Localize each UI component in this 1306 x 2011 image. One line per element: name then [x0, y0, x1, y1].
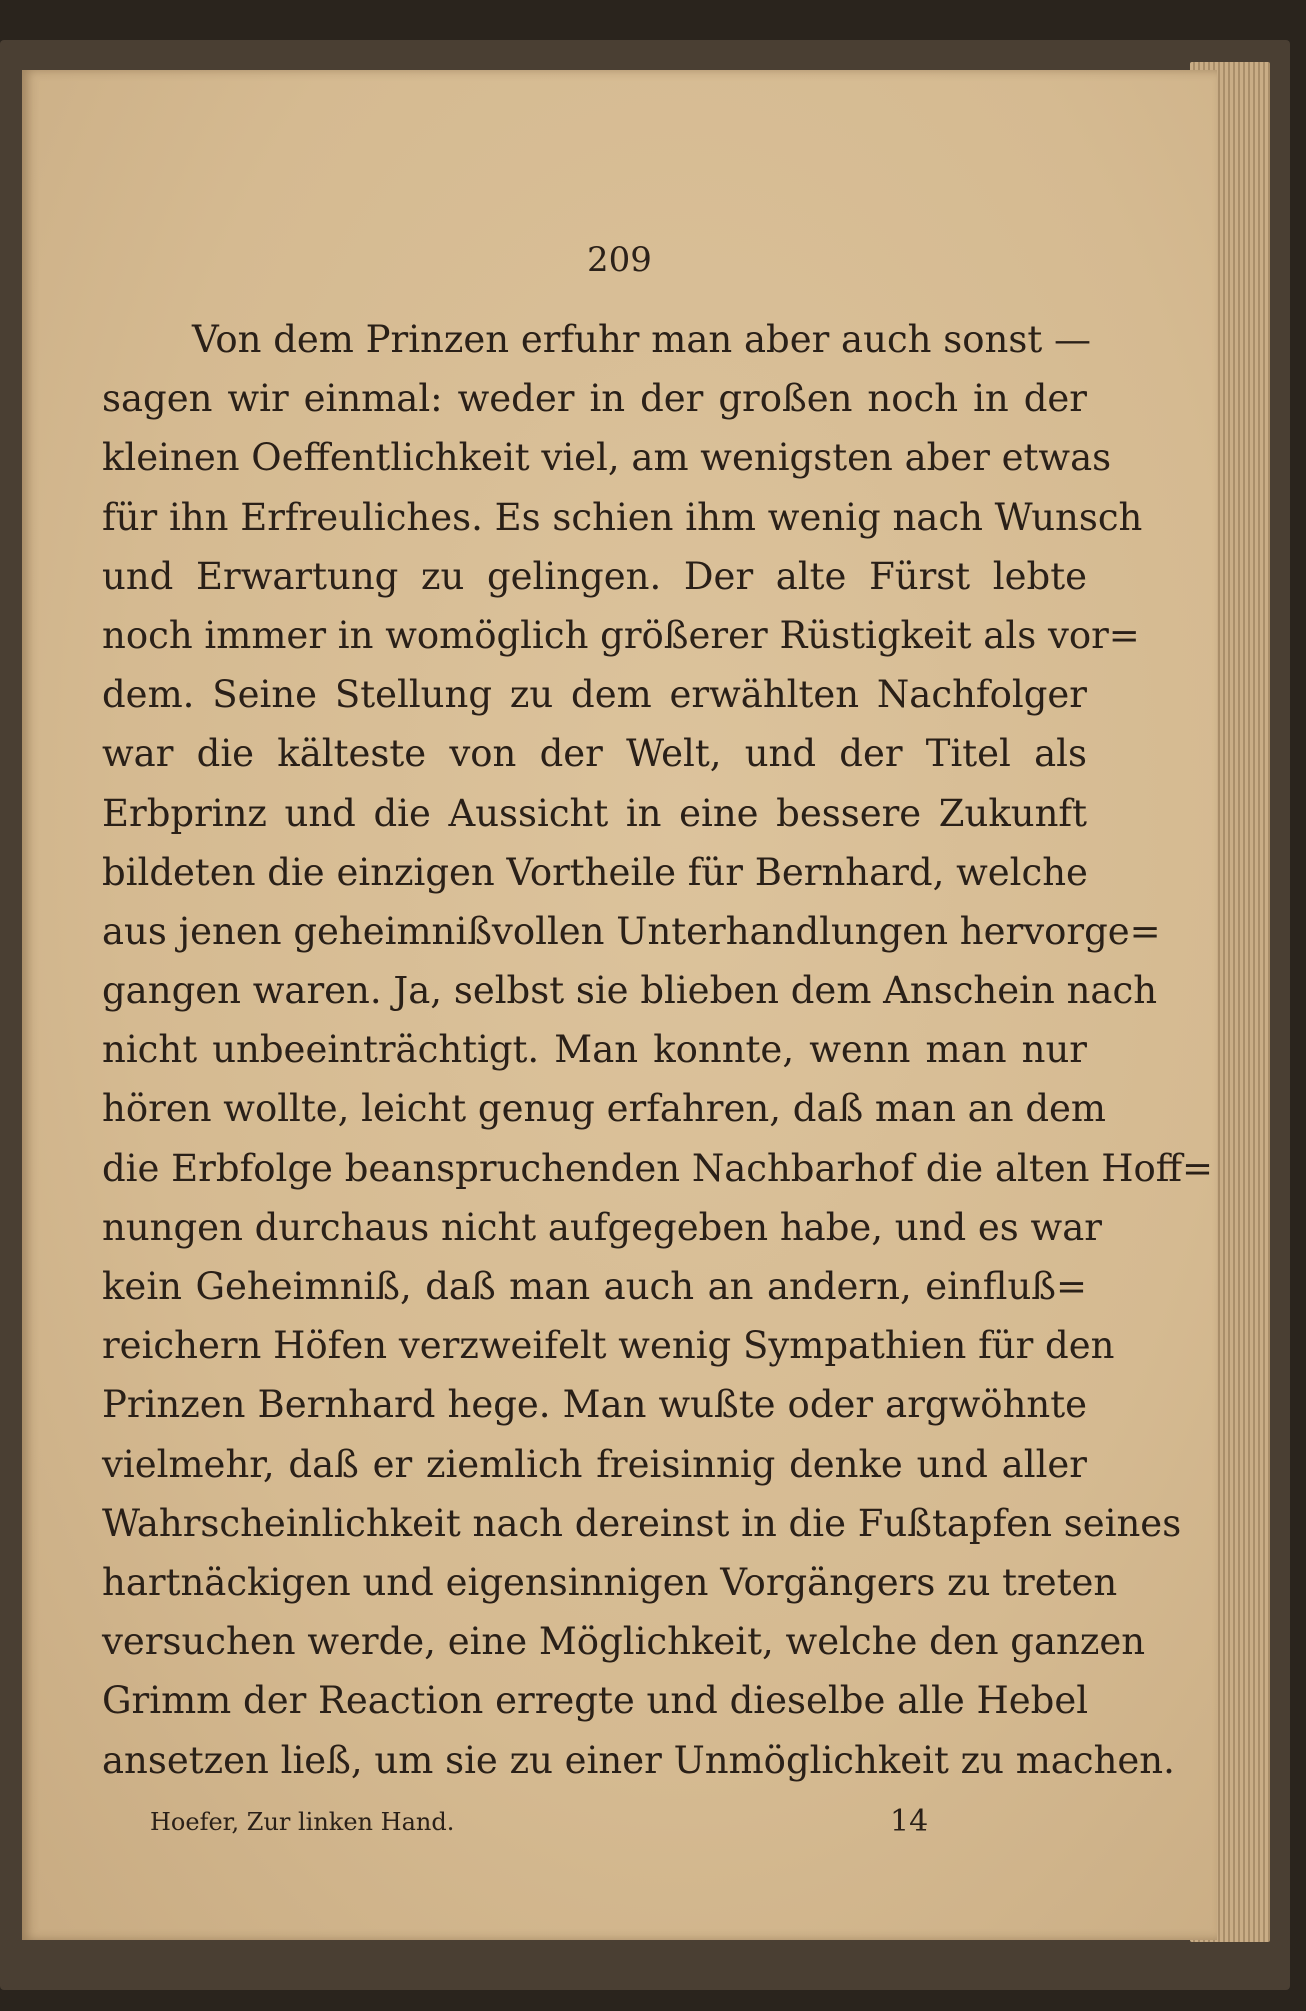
text-line: war die kälteste von der Welt, und der Titel als — [102, 732, 1087, 776]
book-page — [22, 70, 1217, 1940]
text-line: noch immer in womöglich größerer Rüstigkeit als vor= — [102, 613, 1140, 657]
text-line: ansetzen ließ, um sie zu einer Unmöglichkeit zu machen. — [102, 1738, 1175, 1782]
text-line: dem. Seine Stellung zu dem erwählten Nachfolger — [102, 673, 1087, 717]
footer-title: Hoefer, Zur linken Hand. — [150, 1808, 455, 1836]
text-line: aus jenen geheimnißvollen Unterhandlungen hervorge= — [102, 909, 1161, 953]
text-line: die Erbfolge beanspruchenden Nachbarhof die alten Hoff= — [102, 1146, 1214, 1190]
text-line: Wahrscheinlichkeit nach dereinst in die Fußtapfen seines — [102, 1501, 1182, 1545]
text-line: versuchen werde, eine Möglichkeit, welche den ganzen — [102, 1620, 1146, 1664]
text-line: nungen durchaus nicht aufgegeben habe, und es war — [102, 1205, 1102, 1249]
text-line: für ihn Erfreuliches. Es schien ihm wenig nach Wunsch — [102, 495, 1143, 539]
signature-mark: 14 — [890, 1804, 929, 1839]
text-line: kein Geheimniß, daß man auch an andern, einfluß= — [102, 1265, 1087, 1308]
text-line: vielmehr, daß er ziemlich freisinnig denke und aller — [102, 1442, 1087, 1486]
page-number: 209 — [587, 240, 652, 280]
text-line: reichern Höfen verzweifelt wenig Sympathien für den — [102, 1324, 1115, 1368]
text-line: und Erwartung zu gelingen. Der alte Fürst lebte — [102, 554, 1087, 598]
text-line: kleinen Oeffentlichkeit viel, am wenigsten aber etwas — [102, 436, 1112, 480]
text-line: bildeten die einzigen Vortheile für Bernhard, welche — [102, 850, 1088, 894]
text-line: nicht unbeeinträchtigt. Man konnte, wenn man nur — [102, 1028, 1087, 1072]
text-line: Grimm der Reaction erregte und dieselbe alle Hebel — [102, 1679, 1089, 1723]
body-text — [102, 310, 1214, 1790]
text-line: sagen wir einmal: weder in der großen noch in der — [102, 377, 1087, 421]
text-line: Von dem Prinzen erfuhr man aber auch sonst — — [192, 318, 1091, 361]
text-line: hartnäckigen und eigensinnigen Vorgängers zu treten — [102, 1560, 1118, 1604]
text-line: gangen waren. Ja, selbst sie blieben dem Anschein nach — [102, 969, 1158, 1013]
text-line: hören wollte, leicht genug erfahren, daß man an dem — [102, 1087, 1106, 1131]
text-line: Prinzen Bernhard hege. Man wußte oder argwöhnte — [102, 1383, 1087, 1427]
text-line: Erbprinz und die Aussicht in eine bessere Zukunft — [102, 791, 1087, 835]
